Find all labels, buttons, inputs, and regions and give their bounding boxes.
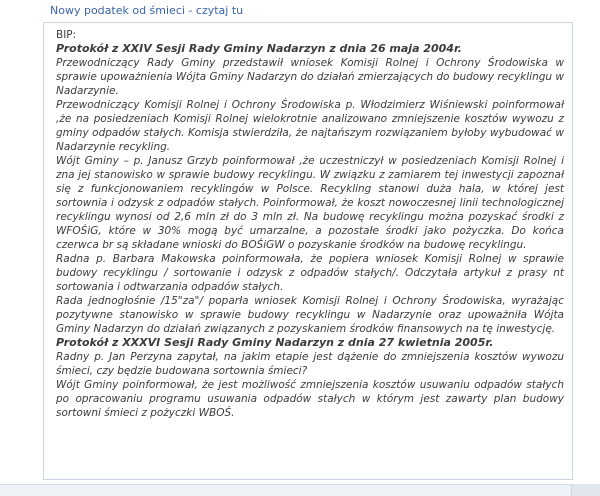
bottom-bar-corner (571, 484, 600, 496)
session-heading-2005: Protokół z XXXVI Sesji Rady Gminy Nadarzyn z dnia 27 kwietnia 2005r. (56, 336, 494, 349)
paragraph-5: Rada jednogłośnie /15"za"/ poparła wniosek Komisji Rolnej i Ochrony Środowiska, wyrażając pozytywne stanowisko w sprawie budowy recyklingu w Nadarzynie oraz upoważniła Wójta Gminy Nadarzyn do działań związanych z pozyskaniem środków finansowych na tę inwestycję. (56, 295, 564, 335)
session-heading-2004: Protokół z XXIV Sesji Rady Gminy Nadarzyn z dnia 26 maja 2004r. (56, 42, 462, 55)
paragraph-6: Radny p. Jan Perzyna zapytał, na jakim etapie jest dążenie do zmniejszenia kosztów wywozu śmieci, czy będzie budowana sortownia śmieci? (56, 351, 564, 377)
post-title-link[interactable]: Nowy podatek od śmieci - czytaj tu (50, 4, 244, 17)
post-body (43, 22, 573, 480)
source-label: BIP: (56, 29, 77, 41)
article-text (56, 28, 564, 420)
paragraph-1: Przewodniczący Rady Gminy przedstawił wniosek Komisji Rolnej i Ochrony Środowiska w sprawie upoważnienia Wójta Gminy Nadarzyn do działań zmierzających do budowy recyklingu w Nadarzynie. (56, 57, 564, 97)
bottom-bar (0, 484, 600, 496)
paragraph-2: Przewodniczący Komisji Rolnej i Ochrony Środowiska p. Włodzimierz Wiśniewski poinformował ,że na posiedzeniach Komisji Rolnej wielokrotnie analizowano zmniejszenie kosztów wywozu z gminy odpadów stałych. Komisja stwierdziła, że najtańszym rozwiązaniem byłoby wybudować w Nadarzynie recykling. (56, 99, 564, 153)
paragraph-7: Wójt Gminy poinformował, że jest możliwość zmniejszenia kosztów usuwaniu odpadów stałych po opracowaniu programu usuwania odpadów stałych w którym jest zawarty plan budowy sortowni śmieci z pożyczki WBOŚ. (56, 379, 564, 419)
paragraph-4: Radna p. Barbara Makowska poinformowała, że popiera wniosek Komisji Rolnej w sprawie budowy recyklingu / sortowanie i odzysk z odpadów stałych/. Odczytała artykuł z prasy nt sortowania i odtwarzania odpadów stałych. (56, 253, 564, 293)
paragraph-3: Wójt Gminy – p. Janusz Grzyb poinformował ,że uczestniczył w posiedzeniach Komisji Rolnej i zna jej stanowisko w sprawie budowy recyklingu. W związku z zamiarem tej inwestycji zapoznał się z funkcjonowaniem recyklingów w Polsce. Recykling stanowi duża hala, w której jest sortownia i odzysk z odpadów stałych. Poinformował, że koszt nowoczesnej linii technologicznej recyklingu wynosi od 2,6 mln zł do 3 mln zł. Na budowę recyklingu można pozyskać środki z WFOŚiG, które w 30% mogą być umarzalne, a pozostałe środki jako pożyczka. Do końca czerwca br są składane wnioski do BOŚiGW o pozyskanie środków na budowę recyklingu. (56, 155, 564, 251)
